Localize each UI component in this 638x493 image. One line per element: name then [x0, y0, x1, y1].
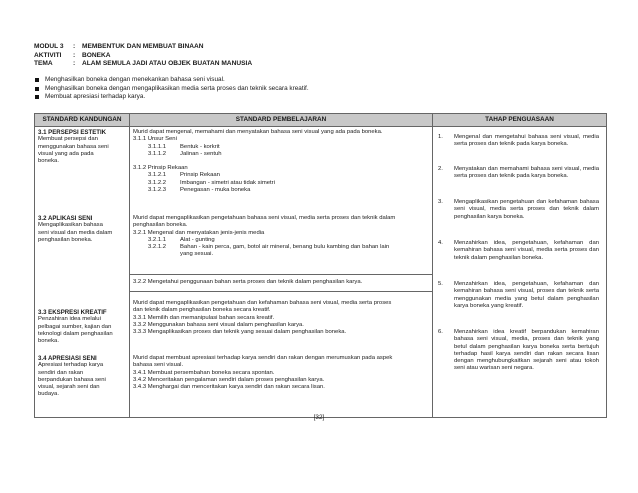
- penguasaan-item-4: 4. Menzahirkan idea, pengetahuan, kefahaman dan kemahiran bahasa seni visual, media serta proses dan teknik dalam penghasilan boneka.: [438, 240, 599, 261]
- kandungan-3-1: 3.1 PERSEPSI ESTETIK Membuat persepsi dan menggunakan bahasa seni visual yang ada pada boneka.: [38, 129, 109, 165]
- sub-item: 3.1.1.1 Bentuk - korkrit: [148, 143, 220, 150]
- header-tahap-penguasaan: TAHAP PENGUASAAN: [433, 114, 607, 127]
- square-bullet-icon: [35, 78, 39, 82]
- page-number: [32]: [313, 414, 325, 421]
- header-colon: :: [73, 43, 76, 50]
- header-colon: :: [73, 51, 76, 59]
- sub-item: 3.2.1.2 Bahan - kain perca, gam, botol air mineral, benang bulu kambing dan bahan lain: [148, 244, 390, 251]
- sub-item: 3.1.1.2 Jalinan - sentuh: [148, 150, 222, 157]
- sub-item: 3.1.2.3 Penegasan - muka boneka: [148, 187, 251, 194]
- sub-item: 3.2.1.1 Alat - gunting: [148, 236, 215, 243]
- penguasaan-item-1: 1. Mengenal dan mengetahui bahasa seni visual, media serta proses dan teknik pada karya boneka.: [438, 134, 599, 148]
- standards-table: [34, 113, 607, 418]
- pembelajaran-3-4: Murid dapat membuat apresiasi terhadap karya sendiri dan rakan dengan merumuskan pada aspek bahasa seni visual. 3.4.1 Membuat persembahan boneka secara spontan. 3.4.2 Menceritakan pengalaman sendiri dalam proses penghasilan karya. 3.4.3 Menghargai dan menceritakan karya sendiri dan rakan secara lisan.: [133, 355, 393, 391]
- kandungan-cell: [35, 127, 130, 418]
- penguasaan-item-5: 5. Menzahirkan idea, pengetahuan, kefahaman dan kemahiran bahasa seni visual, proses dan teknik serta menggunakan media yang betul dalam penghasilan karya boneka yang kreatif.: [438, 281, 599, 309]
- square-bullet-icon: [35, 87, 39, 91]
- pembelajaran-3-2-2: 3.2.2 Mengetahui penggunaan bahan serta proses dan teknik dalam penghasilan karya.: [133, 279, 363, 285]
- objectives-list: [34, 76, 309, 102]
- kandungan-3-2: 3.2 APLIKASI SENI Mengaplikasikan bahasa seni visual dan media dalam penghasilan boneka.: [38, 215, 113, 243]
- pembelajaran-cell: [130, 127, 433, 418]
- objective-text: Menghasilkan boneka dengan menekankan bahasa seni visual.: [45, 76, 225, 83]
- header-value: BONEKA: [82, 51, 111, 59]
- row-divider: [130, 291, 432, 292]
- header-value: ALAM SEMULA JADI ATAU OBJEK BUATAN MANUSIA: [82, 60, 253, 68]
- penguasaan-item-6: 6. Menzahirkan idea kreatif berpandukan kemahiran bahasa seni visual, media, proses dan teknik yang betul dalam penghasilan karya boneka serta bertujuh terhadap hasil karya sendiri dan rakan secara lisan dengan menghubungkaitkan sejarah seni atau tokoh seni atau warisan seni negara.: [438, 329, 599, 372]
- square-bullet-icon: [35, 95, 39, 99]
- header-standard-pembelajaran: STANDARD PEMBELAJARAN: [130, 114, 433, 127]
- penguasaan-item-2: 2. Menyatakan dan memahami bahasa seni visual, media serta proses dan teknik pada karya boneka.: [438, 166, 599, 180]
- header-colon: :: [73, 60, 76, 68]
- objective-item: [34, 93, 309, 102]
- header-key: MODUL 3: [34, 43, 64, 50]
- module-header: [34, 43, 252, 69]
- objective-text: Membuat apresiasi terhadap karya.: [45, 93, 146, 101]
- table-body-row: [35, 127, 607, 418]
- sub-item: 3.1.2.1 Prinsip Rekaan: [148, 172, 220, 179]
- objective-text: Menghasilkan boneka dengan mengaplikasikan media serta proses dan teknik secara kreatif.: [45, 84, 309, 92]
- objective-item: [34, 76, 309, 85]
- kandungan-3-3: 3.3 EKSPRESI KREATIF Penzahiran idea melalui pelbagai sumber, kajian dan teknologi dalam penghasilan boneka.: [38, 309, 113, 345]
- header-key: AKTIVITI: [34, 51, 62, 59]
- penguasaan-cell: [433, 127, 607, 418]
- header-value: MEMBENTUK DAN MEMBUAT BINAAN: [82, 43, 204, 50]
- row-divider: [130, 274, 432, 275]
- header-row-modul: [34, 43, 252, 52]
- header-key: TEMA: [34, 60, 53, 68]
- penguasaan-item-3: 3. Mengaplikasikan pengetahuan dan kefahaman bahasa seni visual, media serta proses dan teknik dalam penghasilan karya boneka.: [438, 199, 599, 220]
- pembelajaran-3-3: Murid dapat mengaplikasikan pengetahuan dan kefahaman bahasa seni visual, media serta proses dan teknik dalam penghasilan boneka secara kreatif. 3.3.1 Memilih dan memanipulasi bahan secara kreatif. 3.3.2 Menggunakan bahasa seni visual dalam penghasilan karya. 3.3.3 Mengaplikasikan proses dan teknik yang sesuai dalam penghasilan boneka.: [133, 300, 392, 336]
- pembelajaran-3-1: Murid dapat mengenal, memahami dan menyatakan bahasa seni visual yang ada pada boneka. 3.1.1 Unsur Seni 3.1.1.1 Bentuk - korkrit 3.1.1.2 Jalinan - sentuh 3.1.2 Prinsip Rekaan 3.1.2.1 Prinsip Rekaan 3.1.2.2 Imbangan - simetri atau tidak simetri 3.1.2.3 Penegasan - muka boneka: [133, 129, 429, 194]
- pembelajaran-3-2: Murid dapat mengaplikasikan pengetahuan bahasa seni visual, media serta proses dan teknik dalam penghasilan boneka. 3.2.1 Mengenal dan menyatakan jenis-jenis media 3.2.1.1 Alat - gunting 3.2.1.2 Bahan - kain perca, gam, botol air mineral, benang bulu kambing dan bahan lain yang sesuai.: [133, 215, 429, 259]
- header-standard-kandungan: STANDARD KANDUNGAN: [35, 114, 130, 127]
- objective-item: [34, 85, 309, 94]
- sub-item: 3.1.2.2 Imbangan - simetri atau tidak simetri: [148, 179, 275, 186]
- table-header-row: [35, 114, 607, 127]
- header-row-aktiviti: [34, 52, 252, 61]
- kandungan-3-4: 3.4 APRESIASI SENI Apresiasi terhadap karya sendiri dan rakan berpandukan bahasa seni visual, sejarah seni dan budaya.: [38, 355, 106, 398]
- header-row-tema: [34, 60, 252, 69]
